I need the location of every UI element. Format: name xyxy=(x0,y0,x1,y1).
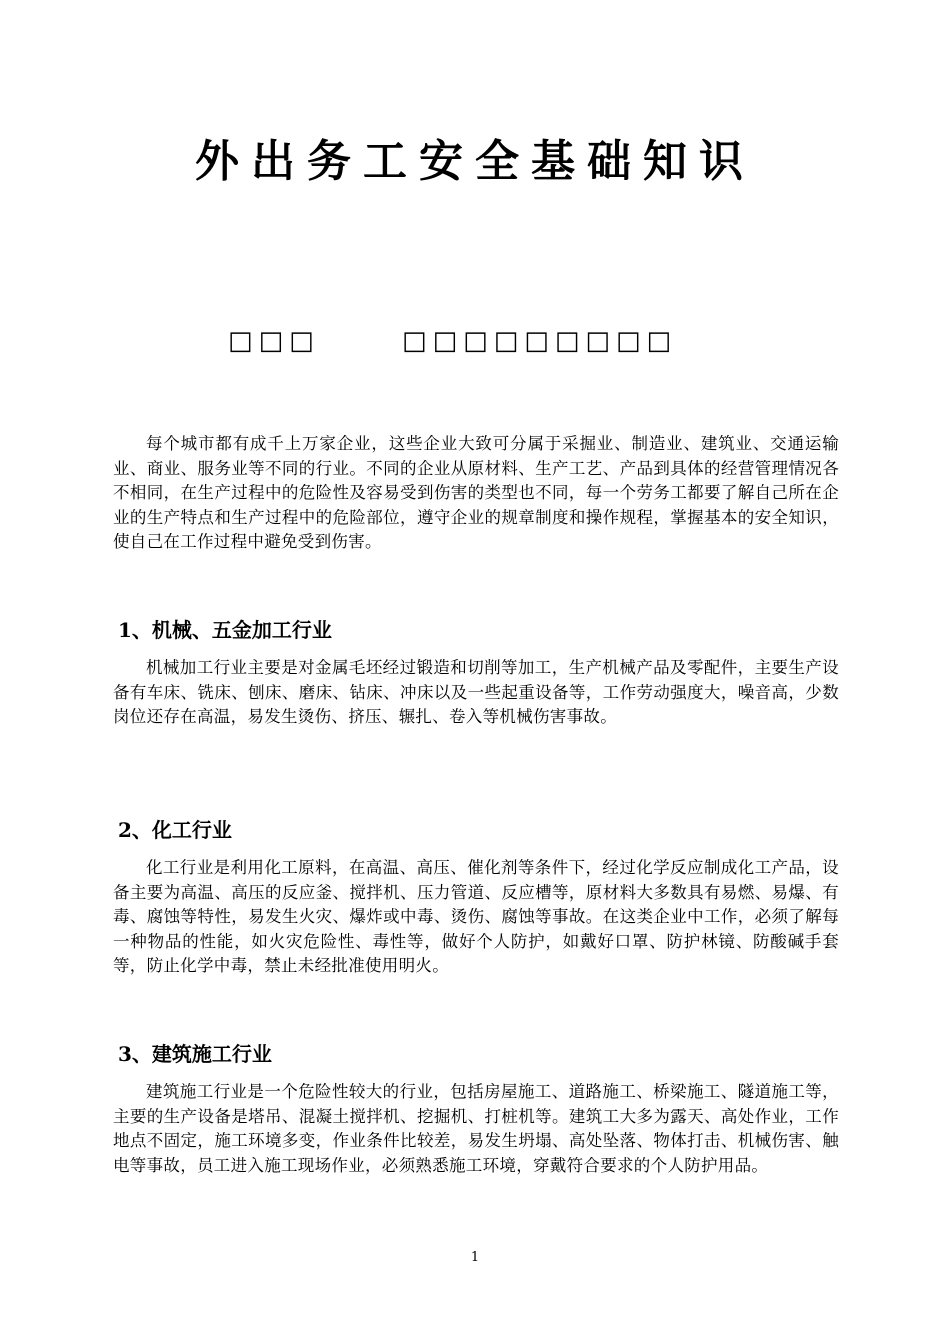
author-affiliation: □□□□□□□□□ xyxy=(402,326,678,356)
page-number: 1 xyxy=(470,1250,480,1265)
section-body-construction: 建筑施工行业是一个危险性较大的行业，包括房屋施工、道路施工、桥梁施工、隧道施工等，主要的生产设备是塔吊、混凝土搅拌机、挖掘机、打桩机等。建筑工大多为露天、高处作业，工作地点不固定，施工环境多变，作业条件比较差，易发生坍塌、高处坠落、物体打击、机械伤害、触电等事故，员工进入施工现场作业，必须熟悉施工环境，穿戴符合要求的个人防护用品。 xyxy=(113,1082,839,1175)
section-heading-chemical: 2、化工行业 xyxy=(118,818,232,842)
author-name: □□□ xyxy=(228,326,320,356)
section-heading-construction: 3、建筑施工行业 xyxy=(118,1042,272,1066)
section-heading-machinery: 1、机械、五金加工行业 xyxy=(118,618,332,642)
document-title: 外出务工安全基础知识 xyxy=(195,136,755,187)
author-line xyxy=(228,326,748,356)
section-body-chemical: 化工行业是利用化工原料，在高温、高压、催化剂等条件下，经过化学反应制成化工产品，设备主要为高温、高压的反应釜、搅拌机、压力管道、反应槽等，原材料大多数具有易燃、易爆、有毒、腐蚀等特性，易发生火灾、爆炸或中毒、烫伤、腐蚀等事故。在这类企业中工作，必须了解每一种物品的性能，如火灾危险性、毒性等，做好个人防护，如戴好口罩、防护林镜、防酸碱手套等，防止化学中毒，禁止未经批准使用明火。 xyxy=(113,858,839,975)
intro-paragraph: 每个城市都有成千上万家企业，这些企业大致可分属于采掘业、制造业、建筑业、交通运输业、商业、服务业等不同的行业。不同的企业从原材料、生产工艺、产品到具体的经营管理情况各不相同，在生产过程中的危险性及容易受到伤害的类型也不同，每一个劳务工都要了解自己所在企业的生产特点和生产过程中的危险部位，遵守企业的规章制度和操作规程，掌握基本的安全知识，使自己在工作过程中避免受到伤害。 xyxy=(113,434,839,551)
section-body-machinery: 机械加工行业主要是对金属毛坯经过锻造和切削等加工，生产机械产品及零配件，主要生产设备有车床、铣床、刨床、磨床、钻床、冲床以及一些起重设备等，工作劳动强度大，噪音高，少数岗位还存在高温，易发生烫伤、挤压、辗扎、卷入等机械伤害事故。 xyxy=(113,658,839,726)
